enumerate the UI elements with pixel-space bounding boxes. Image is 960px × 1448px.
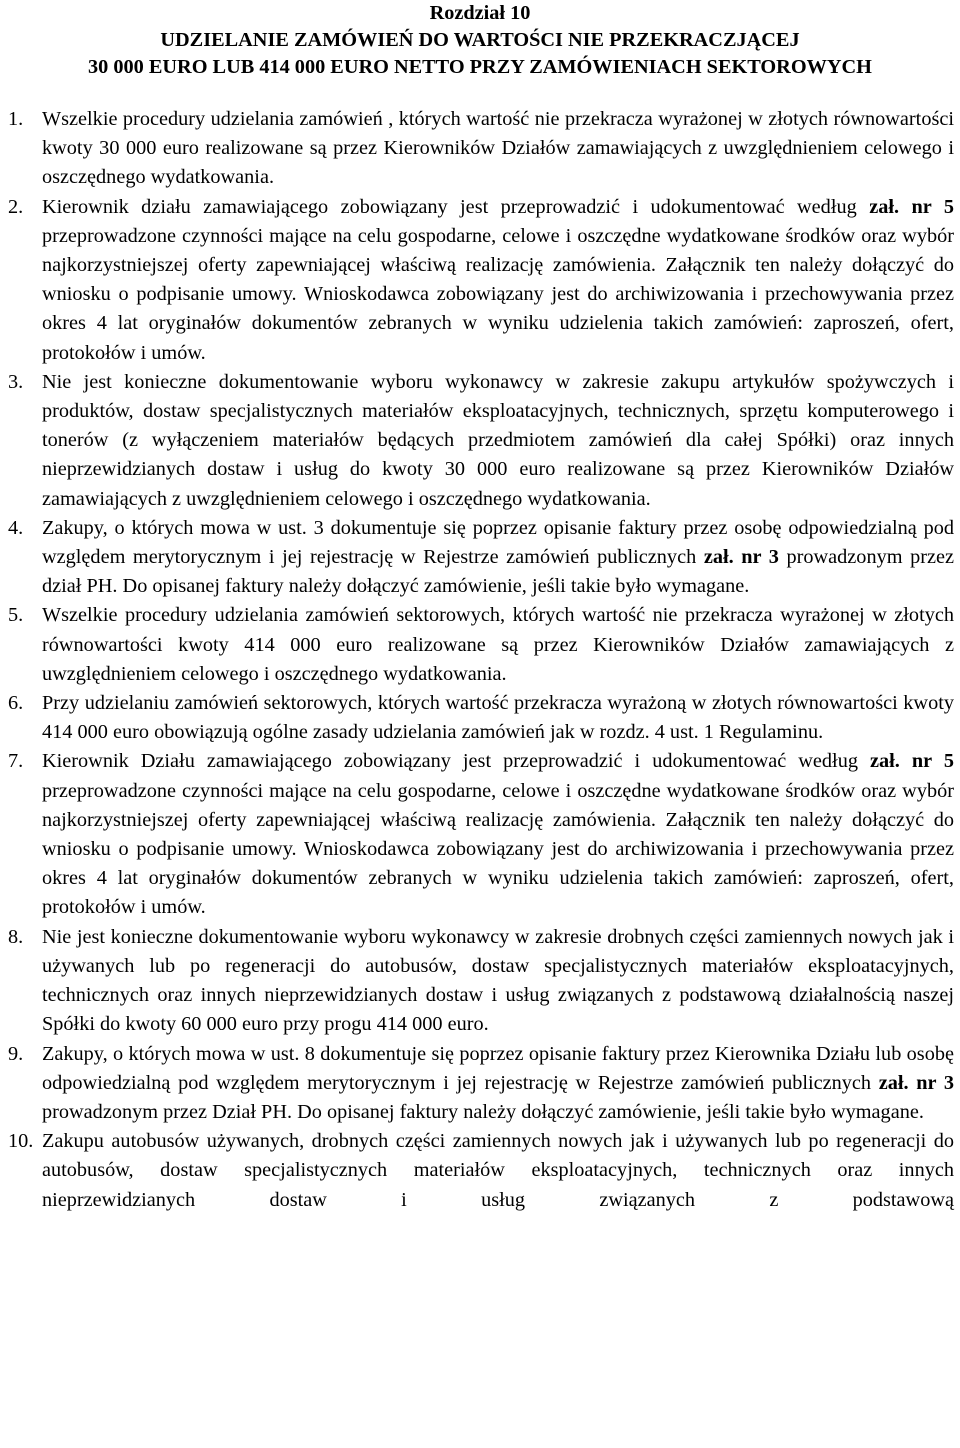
list-item-number: 6. — [8, 692, 24, 715]
list-item — [6, 368, 954, 514]
list-item-text — [42, 923, 954, 1040]
list-item-text — [42, 368, 954, 514]
text-segment: Wszelkie procedury udzielania zamówień , których wartość nie przekracza wyrażonej w złotych równowartości kwoty 30 000 euro realizowane są przez Kierowników Działów zamawiających z uwzględnieniem celowego i oszczędnego wydatkowania. — [42, 108, 954, 189]
list-item-text — [42, 689, 954, 747]
regulation-list — [6, 105, 954, 1215]
list-item-number: 7. — [8, 750, 24, 773]
list-item — [6, 747, 954, 922]
list-item — [6, 601, 954, 689]
list-item-number: 10. — [8, 1130, 34, 1153]
list-item-number: 3. — [8, 370, 24, 393]
list-item — [6, 689, 954, 747]
text-segment: przeprowadzone czynności mające na celu gospodarne, celowe i oszczędne wydatkowane środków oraz wybór najkorzystniejszej oferty zapewniającej właściwą realizację zamówienia. Załącznik ten należy dołączyć do wniosku o podpisanie umowy. Wnioskodawca zobowiązany jest do archiwizowania i przechowywania przez okres 4 lat oryginałów dokumentów zebranych w wyniku udzielenia takich zamówień: zaproszeń, ofert, protokołów i umów. — [42, 779, 954, 919]
attachment-reference: zał. nr 5 — [870, 750, 954, 773]
list-item — [6, 193, 954, 368]
text-segment: Kierownik działu zamawiającego zobowiązany jest przeprowadzić i udokumentować według — [42, 195, 870, 218]
list-item — [6, 105, 954, 193]
chapter-title-line-2: 30 000 EURO LUB 414 000 EURO NETTO PRZY ZAMÓWIENIACH SEKTOROWYCH — [88, 56, 872, 78]
chapter-title-line-1: UDZIELANIE ZAMÓWIEŃ DO WARTOŚCI NIE PRZEKRACZJĄCEJ — [160, 29, 800, 51]
list-item-number: 1. — [8, 108, 24, 130]
text-segment: Nie jest konieczne dokumentowanie wyboru wykonawcy w zakresie zakupu artykułów spożywczych i produktów, dostaw specjalistycznych materiałów eksploatacyjnych, technicznych, sprzętu komputerowego i tonerów (z wyłączeniem materiałów będących przedmiotem zamówień dla całej Spółki) oraz innych nieprzewidzianych dostaw i usług do kwoty 30 000 euro realizowane są przez Kierowników Działów zamawiających z uwzględnieniem celowego i oszczędnego wydatkowania. — [42, 370, 954, 510]
chapter-number: Rozdział 10 — [429, 2, 531, 24]
list-item — [6, 514, 954, 602]
text-segment: Przy udzielaniu zamówień sektorowych, których wartość przekracza wyrażoną w złotych równowartości kwoty 414 000 euro obowiązują ogólne zasady udzielania zamówień jak w rozdz. 4 ust. 1 Regulaminu. — [42, 692, 954, 744]
chapter-heading — [20, 0, 940, 81]
text-segment: Wszelkie procedury udzielania zamówień sektorowych, których wartość nie przekracza wyrażonej w złotych równowartości kwoty 414 000 euro realizowane są przez Kierowników Działów zamawiających z uwzględnieniem celowego i oszczędnego wydatkowania. — [42, 604, 954, 685]
attachment-reference: zał. nr 3 — [878, 1071, 954, 1094]
text-segment: Nie jest konieczne dokumentowanie wyboru wykonawcy w zakresie drobnych części zamiennych nowych jak i używanych lub po regeneracji do autobusów, dostaw specjalistycznych materiałów eksploatacyjnych, technicznych oraz innych nieprzewidzianych dostaw i usług związanych z podstawową działalnością naszej Spółki do kwoty 60 000 euro przy progu 414 000 euro. — [42, 925, 954, 1036]
list-item-text — [42, 105, 954, 193]
text-segment: Kierownik Działu zamawiającego zobowiązany jest przeprowadzić i udokumentować według — [42, 750, 871, 773]
chapter-title-block — [20, 0, 940, 81]
text-segment: prowadzonym przez Dział PH. Do opisanej faktury należy dołączyć zamówienie, jeśli takie było wymagane. — [42, 1100, 924, 1123]
list-item-number: 4. — [8, 516, 24, 539]
list-item-text — [42, 601, 954, 689]
list-item — [6, 923, 954, 1040]
list-item-number: 5. — [8, 604, 24, 627]
list-item-number: 2. — [8, 195, 24, 218]
attachment-reference: zał. nr 3 — [703, 546, 779, 569]
list-item-text — [42, 747, 954, 922]
attachment-reference: zał. nr 5 — [869, 195, 954, 218]
list-item-text — [42, 514, 954, 602]
list-item-text — [42, 1127, 954, 1215]
list-item — [6, 1127, 954, 1215]
list-item — [6, 1040, 954, 1128]
list-item-text — [42, 193, 954, 368]
list-item-number: 8. — [8, 925, 24, 948]
text-segment: Zakupu autobusów używanych, drobnych części zamiennych nowych jak i używanych lub po regeneracji do autobusów, dostaw specjalistycznych materiałów eksploatacyjnych, technicznych oraz innych nieprzewidzianych dostaw i usług związanych z podstawową — [42, 1130, 954, 1211]
list-item-text — [42, 1040, 954, 1128]
list-item-number: 9. — [8, 1042, 24, 1065]
text-segment: Zakupy, o których mowa w ust. 3 dokumentuje się poprzez opisanie faktury przez osobę odpowiedzialną pod względem merytorycznym i jej rejestrację w Rejestrze zamówień publicznych — [42, 516, 954, 569]
text-segment: prowadzonym przez dział PH. Do opisanej faktury należy dołączyć zamówienie, jeśli takie było wymagane. — [42, 546, 954, 598]
text-segment: Zakupy, o których mowa w ust. 8 dokumentuje się poprzez opisanie faktury przez Kierownika Działu lub osobę odpowiedzialną pod względem merytorycznym i jej rejestrację w Rejestrze zamówień publicznych — [42, 1042, 954, 1094]
text-segment: przeprowadzone czynności mające na celu gospodarne, celowe i oszczędne wydatkowane środków oraz wybór najkorzystniejszej oferty zapewniającej właściwą realizację zamówienia. Załącznik ten należy dołączyć do wniosku o podpisanie umowy. Wnioskodawca zobowiązany jest do archiwizowania i przechowywania przez okres 4 lat oryginałów dokumentów zebranych w wyniku udzielenia takich zamówień: zaproszeń, ofert, protokołów i umów. — [42, 224, 954, 364]
